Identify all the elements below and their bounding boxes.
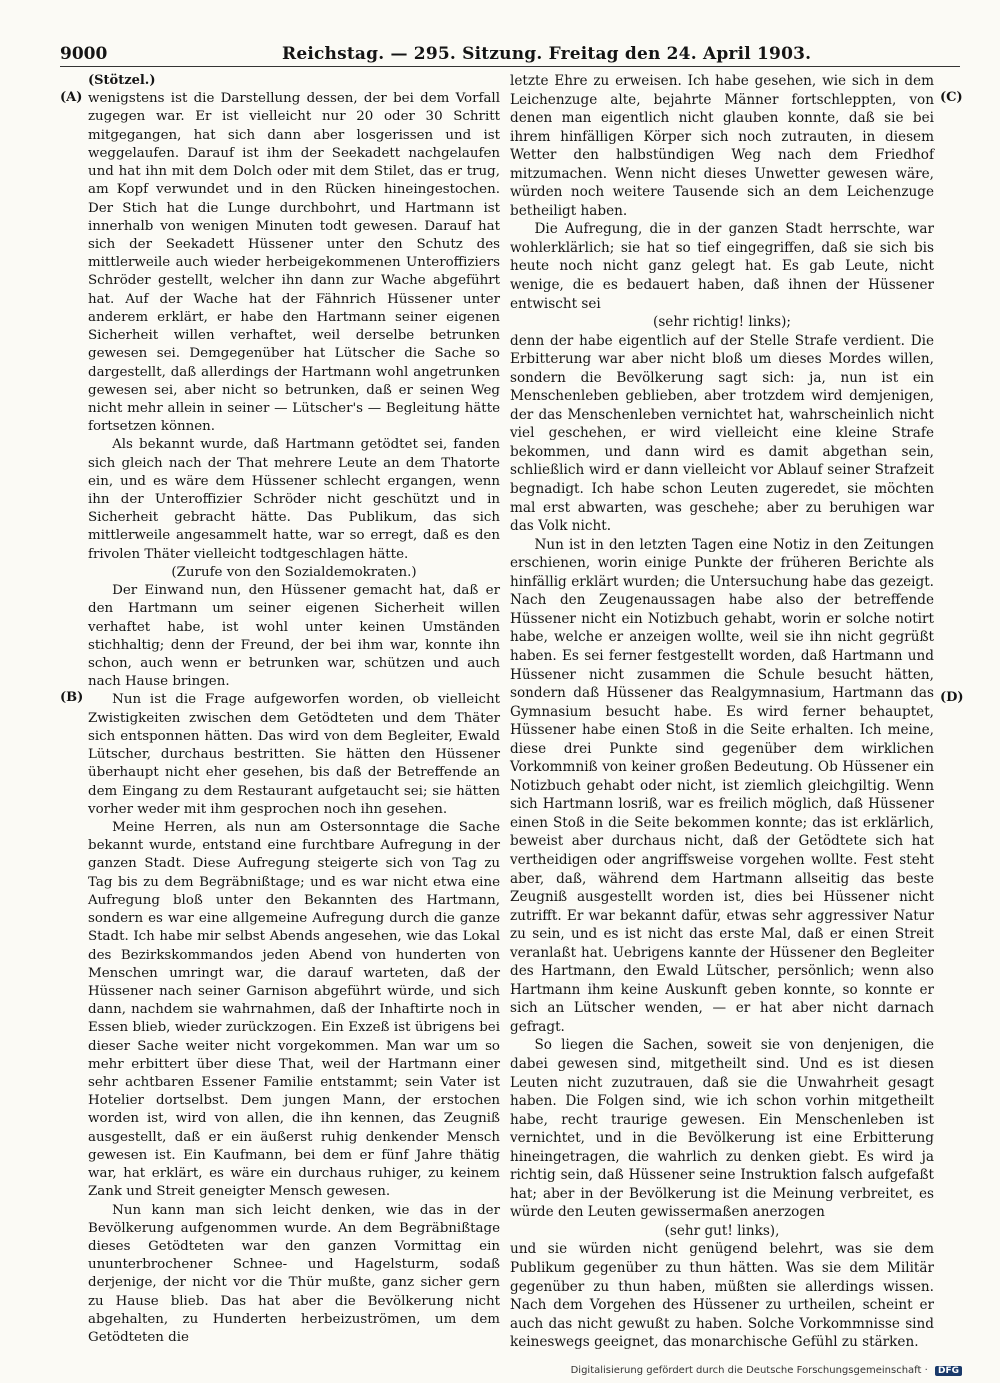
interjection: (Zurufe von den Sozialdemokraten.) — [171, 564, 417, 580]
interjection: (sehr richtig! links); — [653, 314, 791, 331]
paragraph: Nun ist die Frage aufgeworfen worden, ob vielleicht Zwistigkeiten zwischen dem Getödteten und dem Thäter sich entsponnen hätten. Das wird von dem Begleiter, Ewald Lütscher, durchaus bestritten. Sie hätten den Hüssener überhaupt nicht eher gesehen, bis daß der Betreffende an dem Eingang zu dem Restaurant aufgetaucht sei; sie hätten vorher weder mit ihm gesprochen noch ihn gesehen. — [88, 692, 500, 817]
paragraph: Nun kann man sich leicht denken, wie das in der Bevölkerung aufgenommen wurde. An dem Begräbnißtage dieses Getödteten war den ganzen Vormittag ein ununterbrochener Schnee- und Hagelsturm, sodaß derjenige, der nicht vor die Thür mußte, ganz sicher gern zu Hause blieb. Das hat aber die Bevölkerung nicht abgehalten, zu Hunderten herbeizuströmen, um dem Getödteten die — [88, 1202, 500, 1346]
header-rule — [60, 66, 960, 67]
speaker-name: (Stötzel.) — [88, 73, 156, 88]
paragraph: letzte Ehre zu erweisen. Ich habe gesehen, wie sich in dem Leichenzuge alte, bejahrte Männer fortschleppten, von denen man eigentlich nicht glauben konnte, daß sie bei ihrem hinfälligen Körper sich noch zutrauten, in diesem Wetter den halbstündigen Weg nach dem Friedhof mitzumachen. Wenn nicht dieses Unwetter gewesen wäre, würden noch weitere Tausende sich an dem Leichenzuge betheiligt haben. — [510, 73, 934, 219]
paragraph: Als bekannt wurde, daß Hartmann getödtet sei, fanden sich gleich nach der That mehrere Leute an dem Thatorte ein, und es wäre dem Hüssener schlecht ergangen, wenn ihn der Unteroffizier Schröder nicht geschützt und in Sicherheit gebracht hätte. Das Publikum, das sich mittlerweile angesammelt hatte, war so erregt, daß es den frivolen Thäter vielleicht todtgeschlagen hätte. — [88, 437, 500, 562]
running-title: Reichstag. — 295. Sitzung. Freitag den 24. April 1903. — [282, 44, 812, 64]
paragraph: wenigstens ist die Darstellung dessen, der bei dem Vorfall zugegen war. Er ist vielleicht nur 20 oder 30 Schritt mitgegangen, hat sich dann aber losgerissen und ist weggelaufen. Darauf ist ihm der Seekadett nachgelaufen und hat ihn mit dem Dolch oder mit dem Stilet, das er trug, am Kopf verwundet und in den Rücken hineingestochen. Der Stich hat die Lunge durchbohrt, und Hartmann ist innerhalb von wenigen Minuten todt gewesen. Darauf hat sich der Seekadett Hüssener unter den Schutz des mittlerweile auch wieder herbeigekommenen Unteroffiziers Schröder gestellt, welcher ihn dann zur Wache abgeführt hat. Auf der Wache hat der Fähnrich Hüssener unter anderem erklärt, er habe den Hartmann seiner eigenen Sicherheit willen verhaftet, weil derselbe betrunken gewesen sei. Demgegenüber hat Lütscher die Sache so dargestellt, daß allerdings der Hartmann wohl angetrunken gewesen sei, aber nicht so betrunken, daß er seinen Weg nicht mehr allein in seiner — Lütscher's — Begleitung hätte fortsetzen können. — [88, 91, 500, 435]
margin-marker-d: (D) — [940, 690, 964, 705]
margin-marker-c: (C) — [940, 90, 963, 105]
margin-marker-b: (B) — [60, 690, 84, 705]
margin-marker-a: (A) — [60, 90, 83, 105]
page-header — [60, 44, 960, 66]
page-number: 9000 — [60, 44, 108, 64]
right-column — [510, 72, 934, 1352]
dfg-logo: DFG — [935, 1366, 962, 1376]
paragraph: Nun ist in den letzten Tagen eine Notiz in den Zeitungen erschienen, worin einige Punkte der früheren Berichte als hinfällig erklärt wurden; die Untersuchung habe das gezeigt. Nach den Zeugenaussagen habe also der betreffende Hüssener nicht ein Notizbuch gehabt, worin er solche notirt habe, welche er anzeigen wollte, weil sie ihn nicht gegrüßt haben. Es sei ferner festgestellt worden, daß Hartmann und Hüssener nicht zusammen die Schule besucht hätten, sondern daß Hüssener das Realgymnasium, Hartmann das Gymnasium besucht habe. Es wird ferner behauptet, Hüssener habe einen Stoß in die Seite erhalten. Ich meine, diese drei Punkte sind gegenüber dem wirklichen Vorkommniß von keiner großen Bedeutung. Ob Hüssener ein Notizbuch gehabt oder nicht, ist ziemlich gleichgiltig. Wenn sich Hartmann losriß, war es freilich möglich, daß Hüssener einen Stoß in die Seite bekommen konnte; das ist erklärlich, beweist aber durchaus nicht, daß der Getödtete sich hat vertheidigen oder angriffsweise vorgehen wollte. Fest steht aber, daß, während dem Hartmann allseitig das beste Zeugniß ausgestellt worden ist, dies bei Hüssener nicht zutrifft. Er war bekannt dafür, etwas sehr aggressiver Natur zu sein, und es ist nicht das erste Mal, daß er einen Streit veranlaßt hat. Uebrigens kannte der Hüssener den Begleiter des Hartmann, den Ewald Lütscher, persönlich; wenn also Hartmann ihm keine Auskunft geben konnte, so konnte er sich an Lütscher wenden, — er hat aber nicht darnach gefragt. — [510, 536, 934, 1035]
left-column — [88, 72, 500, 1347]
paragraph: So liegen die Sachen, soweit sie von denjenigen, die dabei gewesen sind, mitgetheilt sind. Und es ist diesen Leuten nicht zuzutrauen, daß sie die Unwahrheit gesagt haben. Die Folgen sind, wie ich schon vorhin mitgetheilt habe, recht traurige gewesen. Ein Menschenleben ist vernichtet, und in die Bevölkerung ist eine Erbitterung hineingetragen, die wahrlich zu denken giebt. Es wird ja richtig sein, daß Hüssener seine Instruktion falsch aufgefaßt hat; aber in der Bevölkerung ist die Meinung verbreitet, es würde den Leuten gewissermaßen anerzogen — [510, 1037, 934, 1221]
credit-text: Digitalisierung gefördert durch die Deutsche Forschungsgemeinschaft · — [570, 1365, 928, 1376]
paragraph: Der Einwand nun, den Hüssener gemacht hat, daß er den Hartmann um seiner eigenen Sicherheit willen verhaftet habe, ist wohl unter keinen Umständen stichhaltig; denn der Freund, der bei ihm war, konnte ihn schon, auch wenn er betrunken war, schützen und auch nach Hause bringen. — [88, 583, 500, 690]
interjection: (sehr gut! links), — [664, 1222, 780, 1239]
paragraph: Meine Herren, als nun am Ostersonntage die Sache bekannt wurde, entstand eine furchtbare Aufregung in der ganzen Stadt. Diese Aufregung steigerte sich von Tag zu Tag bis zu dem Begräbnißtage; und es war nicht etwa eine Aufregung bloß unter den Bekannten des Hartmann, sondern es war eine allgemeine Aufregung durch die ganze Stadt. Ich habe mir selbst Abends angesehen, wie das Lokal des Bezirkskommandos jeden Abend von hunderten von Menschen umringt war, die darauf warteten, daß der Hüssener nach seiner Garnison abgeführt würde, und sich dann, nachdem sie wahrnahmen, daß der Inhaftirte noch in Essen blieb, wieder zurückzogen. Ein Exzeß ist übrigens bei dieser Sache weiter nicht vorgekommen. Man war um so mehr erbittert über diese That, weil der Hartmann einer sehr achtbaren Essener Familie entstammt; sein Vater ist Hotelier dortselbst. Dem jungen Mann, der erstochen worden ist, wird von allen, die ihn kennen, das Zeugniß ausgestellt, daß er ein äußerst ruhig denkender Mensch gewesen ist. Ein Kaufmann, bei dem er fünf Jahre thätig war, hat erklärt, es wäre ein durchaus ruhiger, zu keinem Zank und Streit geneigter Mensch gewesen. — [88, 819, 500, 1200]
paragraph: und sie würden nicht genügend belehrt, was sie dem Publikum gegenüber zu thun hätten. Was sie dem Militär gegenüber zu thun haben, müßten sie allerdings wissen. Nach dem Vorgehen des Hüssener zu urtheilen, scheint er auch das nicht gewußt zu haben. Solche Vorkommnisse sind keineswegs geeignet, das monarchische Gefühl zu stärken. — [510, 1241, 934, 1351]
paragraph: denn der habe eigentlich auf der Stelle Strafe verdient. Die Erbitterung war aber nicht bloß um dieses Mordes willen, sondern die Bevölkerung sagt sich: ja, nun ist ein Menschenleben geblieben, aber trotzdem wird demjenigen, der das Menschenleben vernichtet hat, wahrscheinlich nicht viel geschehen, er wird vielleicht eine kleine Strafe bekommen, und dann wird es damit abgethan sein, schließlich wird er dann vielleicht vor Ablauf seiner Strafzeit begnadigt. Ich habe schon Leuten zugeredet, sie möchten mal erst abwarten, was geschehe; aber zu beruhigen war das Volk nicht. — [510, 332, 934, 535]
digitization-credit — [571, 1365, 962, 1376]
paragraph: Die Aufregung, die in der ganzen Stadt herrschte, war wohlerklärlich; sie hat so tief eingegriffen, daß sie sich bis heute noch nicht ganz gelegt hat. Es gab Leute, nicht wenige, die es bedauert haben, daß ihnen der Hüssener entwischt sei — [510, 221, 934, 312]
